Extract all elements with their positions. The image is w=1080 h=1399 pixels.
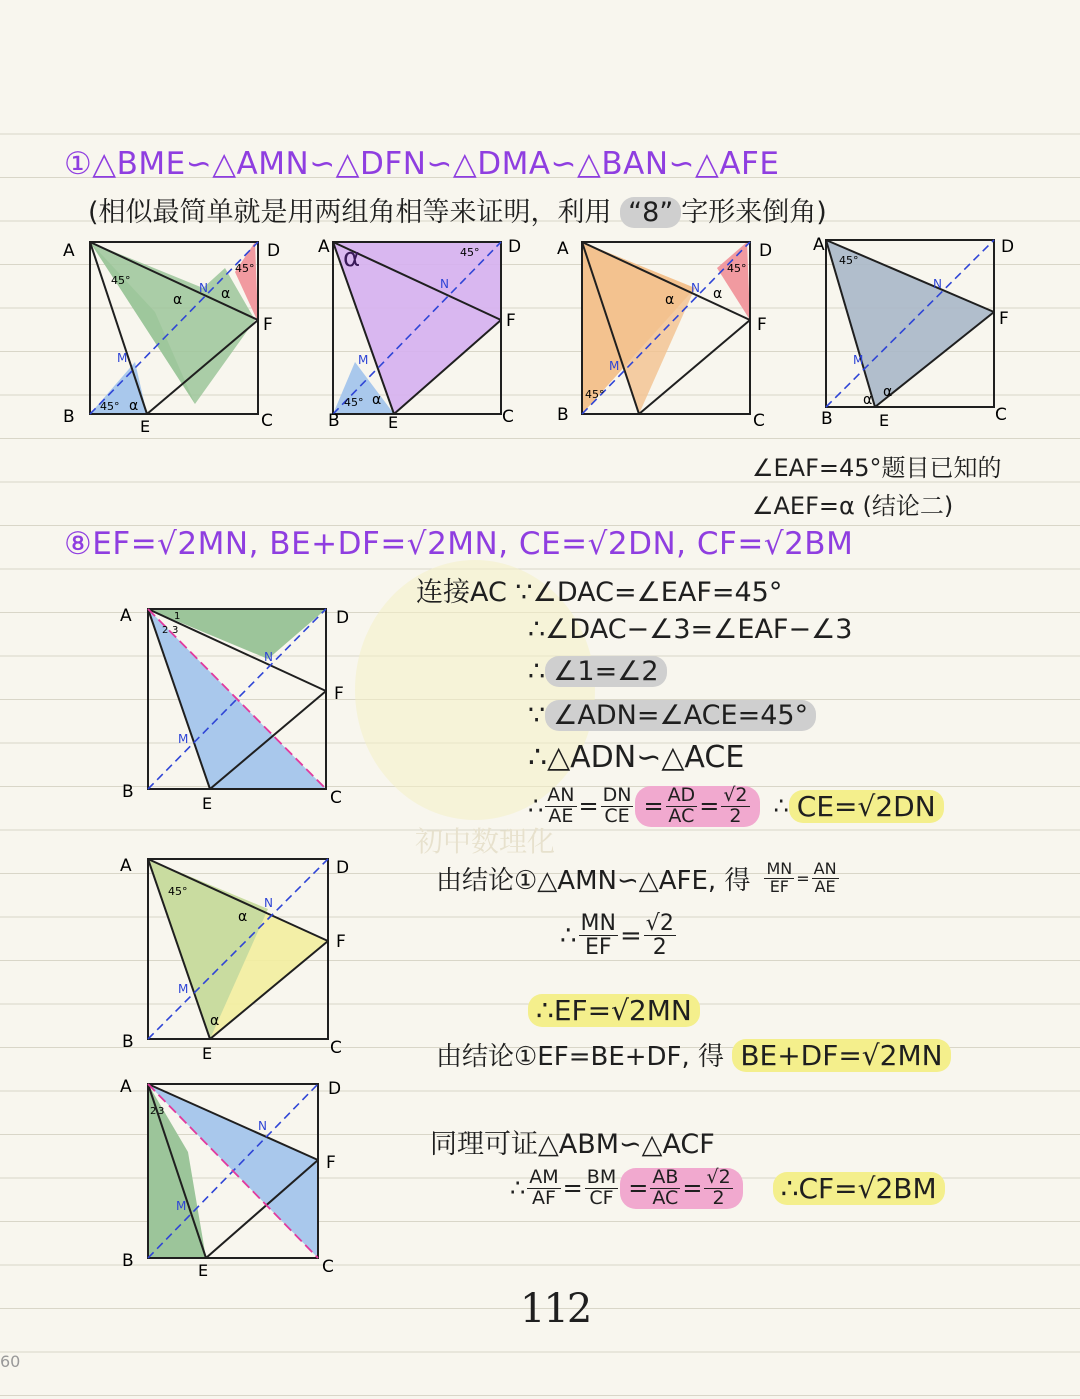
- pink-ratio: [620, 1168, 742, 1209]
- result-be-df: BE+DF=√2MN: [732, 1039, 950, 1072]
- label-D: D: [267, 241, 281, 261]
- label-alpha-big: α: [343, 243, 361, 273]
- label-N: N: [264, 896, 273, 910]
- label-A: A: [120, 1077, 132, 1097]
- num: √2: [645, 911, 674, 936]
- den: AE: [814, 877, 836, 896]
- equals: =: [682, 1174, 703, 1203]
- pink-ratio: [635, 786, 759, 827]
- frac-bm-cf: [585, 1168, 618, 1209]
- num: MN: [766, 859, 793, 879]
- known-angle-note: ∠EAF=45°题目已知的: [752, 454, 1002, 482]
- den: AC: [652, 1186, 679, 1209]
- num: AB: [652, 1166, 679, 1188]
- proof-step-5: ∴△ADN∽△ACE: [528, 740, 745, 775]
- frac-root2-2: [704, 1168, 732, 1209]
- label-F: F: [506, 311, 516, 331]
- proof-step-8: [560, 912, 678, 959]
- label-F: F: [326, 1153, 336, 1173]
- num: AM: [529, 1166, 559, 1188]
- label-B: B: [122, 1251, 134, 1271]
- label-alpha-1: α: [883, 384, 893, 400]
- label-alpha-2: α: [713, 286, 723, 302]
- num: √2: [723, 784, 748, 806]
- label-alpha-3: α: [129, 398, 139, 414]
- label-alpha-1: α: [665, 292, 675, 308]
- num: MN: [580, 911, 616, 936]
- equals: =: [628, 1174, 649, 1203]
- diagram-1: [63, 241, 280, 436]
- label-E: E: [879, 411, 890, 430]
- label-C: C: [502, 407, 514, 427]
- label-C: C: [330, 788, 342, 808]
- label-E: E: [202, 1044, 213, 1063]
- label-B: B: [328, 411, 340, 431]
- therefore-symbol: ∴: [773, 792, 789, 821]
- therefore-symbol: ∴: [560, 920, 577, 951]
- den: AC: [668, 804, 695, 827]
- label-N: N: [199, 281, 208, 295]
- diagram-row-1: [55, 232, 1045, 437]
- similarity-note: [88, 190, 827, 229]
- label-alpha-2: α: [221, 286, 231, 302]
- den: 2: [712, 1186, 725, 1209]
- because-symbol: ∵: [528, 700, 546, 731]
- label-alpha-2: α: [863, 392, 873, 408]
- label-C: C: [995, 405, 1007, 425]
- label-2: 2: [162, 625, 169, 636]
- label-M: M: [609, 359, 620, 373]
- label-B: B: [122, 1032, 134, 1052]
- page-number: 112: [520, 1286, 591, 1332]
- label-D: D: [328, 1079, 342, 1099]
- label-45: 45°: [168, 885, 188, 898]
- triangle-amn-green: [90, 242, 255, 404]
- result-ef: ∴EF=√2MN: [528, 994, 700, 1027]
- label-2: 2: [150, 1106, 157, 1117]
- label-B: B: [557, 405, 569, 425]
- equals: =: [620, 920, 642, 951]
- proof-step-4: [528, 700, 816, 731]
- label-C: C: [261, 411, 273, 431]
- den: CE: [604, 804, 630, 827]
- label-F: F: [757, 315, 767, 335]
- label-A: A: [120, 856, 132, 876]
- label-A: A: [318, 237, 330, 257]
- label-45: 45°: [839, 254, 859, 267]
- label-B: B: [821, 409, 833, 429]
- label-C: C: [753, 411, 765, 431]
- frac-mn-ef: [579, 912, 618, 959]
- result-ce: CE=√2DN: [789, 790, 944, 823]
- den: 2: [729, 804, 742, 827]
- label-F: F: [999, 309, 1009, 329]
- frac-mn-ef: [764, 861, 794, 896]
- label-A: A: [557, 239, 569, 259]
- frac-root2-2: [644, 912, 676, 959]
- num: DN: [602, 784, 632, 806]
- side-number: 60: [0, 1352, 21, 1371]
- diagram-2: [318, 237, 521, 432]
- label-alpha-2: α: [210, 1013, 220, 1029]
- num: AN: [547, 784, 575, 806]
- label-C: C: [330, 1038, 342, 1058]
- conclusion-ref: 由结论①△AMN∽△AFE, 得: [436, 866, 751, 896]
- proof-step-2: ∴∠DAC−∠3=∠EAF−∠3: [528, 614, 853, 645]
- result-cf: ∴CF=√2BM: [773, 1172, 945, 1205]
- label-F: F: [334, 684, 344, 704]
- diagram-3: [557, 239, 772, 431]
- diagram-5: [120, 606, 349, 813]
- diagram-6: [120, 856, 349, 1063]
- label-F: F: [336, 932, 346, 952]
- label-N: N: [933, 277, 942, 291]
- proof-step-12: [510, 1168, 945, 1209]
- num: AD: [667, 784, 696, 806]
- diagram-4: [813, 235, 1014, 430]
- label-45-A: 45°: [111, 274, 131, 287]
- label-45: 45°: [460, 246, 480, 259]
- label-45-B: 45°: [585, 388, 605, 401]
- label-B: B: [122, 782, 134, 802]
- conclusion-note: ∠AEF=α (结论二): [752, 492, 954, 520]
- frac-an-ae: [812, 861, 839, 896]
- num: √2: [706, 1166, 731, 1188]
- highlight-angle-equal: ∠1=∠2: [545, 656, 666, 687]
- frac-ad-ac: [666, 786, 698, 827]
- label-3: 3: [172, 625, 179, 636]
- label-alpha-1: α: [238, 909, 248, 925]
- label-D: D: [759, 241, 773, 261]
- num: AN: [813, 859, 837, 879]
- proof-step-10: [436, 1036, 951, 1073]
- equals: =: [562, 1174, 583, 1203]
- proof-step-1: 连接AC ∵∠DAC=∠EAF=45°: [416, 577, 783, 608]
- equals: =: [796, 869, 810, 888]
- similarity-heading: ①△BME∽△AMN∽△DFN∽△DMA∽△BAN∽△AFE: [64, 146, 780, 182]
- equals: =: [578, 792, 599, 821]
- label-N: N: [691, 281, 700, 295]
- diagram-column: [110, 595, 360, 1285]
- label-N: N: [264, 650, 273, 664]
- label-45-D: 45°: [235, 262, 255, 275]
- label-E: E: [198, 1261, 209, 1280]
- note-text: (相似最简单就是用两组角相等来证明，利用: [88, 197, 612, 228]
- den: EF: [769, 877, 789, 896]
- label-E: E: [140, 417, 151, 436]
- label-B: B: [63, 407, 75, 427]
- conclusion-ref: 由结论①EF=BE+DF, 得: [436, 1042, 725, 1072]
- label-alpha: α: [372, 392, 382, 408]
- watermark-text: 初中数理化: [415, 825, 556, 858]
- label-3: 3: [158, 1106, 165, 1117]
- label-A: A: [63, 241, 75, 261]
- therefore-symbol: ∴: [510, 1174, 526, 1203]
- proof-step-11: 同理可证△ABM∽△ACF: [430, 1129, 715, 1160]
- proof-step-6: [528, 786, 944, 827]
- note-end: 字形来倒角): [681, 197, 827, 228]
- label-N: N: [258, 1119, 267, 1133]
- frac-root2-2: [721, 786, 749, 827]
- label-45-B: 45°: [344, 396, 364, 409]
- den: AE: [548, 804, 574, 827]
- triangle-red: [717, 242, 750, 320]
- label-45: 45°: [727, 262, 747, 275]
- proof-step-3: [528, 656, 667, 687]
- label-D: D: [1001, 237, 1015, 257]
- num: BM: [586, 1166, 617, 1188]
- label-M: M: [853, 353, 864, 367]
- frac-ab-ac: [650, 1168, 680, 1209]
- frac-am-af: [527, 1168, 560, 1209]
- label-E: E: [202, 794, 213, 813]
- note-quote: “8”: [620, 197, 681, 228]
- frac-dn-ce: [601, 786, 634, 827]
- label-A: A: [120, 606, 132, 626]
- proof-step-7: [436, 860, 841, 897]
- label-1: 1: [174, 611, 181, 622]
- therefore-symbol: ∴: [528, 656, 546, 687]
- diagram-7: [120, 1077, 341, 1280]
- equal-heading: ⑧EF=√2MN, BE+DF=√2MN, CE=√2DN, CF=√2BM: [64, 526, 854, 562]
- therefore-symbol: ∴: [528, 792, 544, 821]
- label-alpha-1: α: [173, 292, 183, 308]
- frac-an-ae: [545, 786, 576, 827]
- label-M: M: [358, 353, 369, 367]
- label-45-B: 45°: [100, 400, 120, 413]
- den: AF: [532, 1186, 556, 1209]
- equals: =: [643, 792, 664, 821]
- label-A: A: [813, 235, 825, 255]
- label-D: D: [336, 608, 350, 628]
- label-E: E: [388, 413, 399, 432]
- den: 2: [652, 935, 667, 961]
- label-D: D: [508, 237, 522, 257]
- label-F: F: [263, 315, 273, 335]
- den: CF: [589, 1186, 614, 1209]
- equals: =: [699, 792, 720, 821]
- den: EF: [584, 935, 612, 961]
- label-C: C: [322, 1257, 334, 1277]
- label-M: M: [178, 732, 189, 746]
- label-M: M: [176, 1199, 187, 1213]
- label-M: M: [178, 982, 189, 996]
- label-M: M: [117, 351, 128, 365]
- highlight-45: ∠ADN=∠ACE=45°: [545, 700, 816, 731]
- label-D: D: [336, 858, 350, 878]
- label-N: N: [440, 277, 449, 291]
